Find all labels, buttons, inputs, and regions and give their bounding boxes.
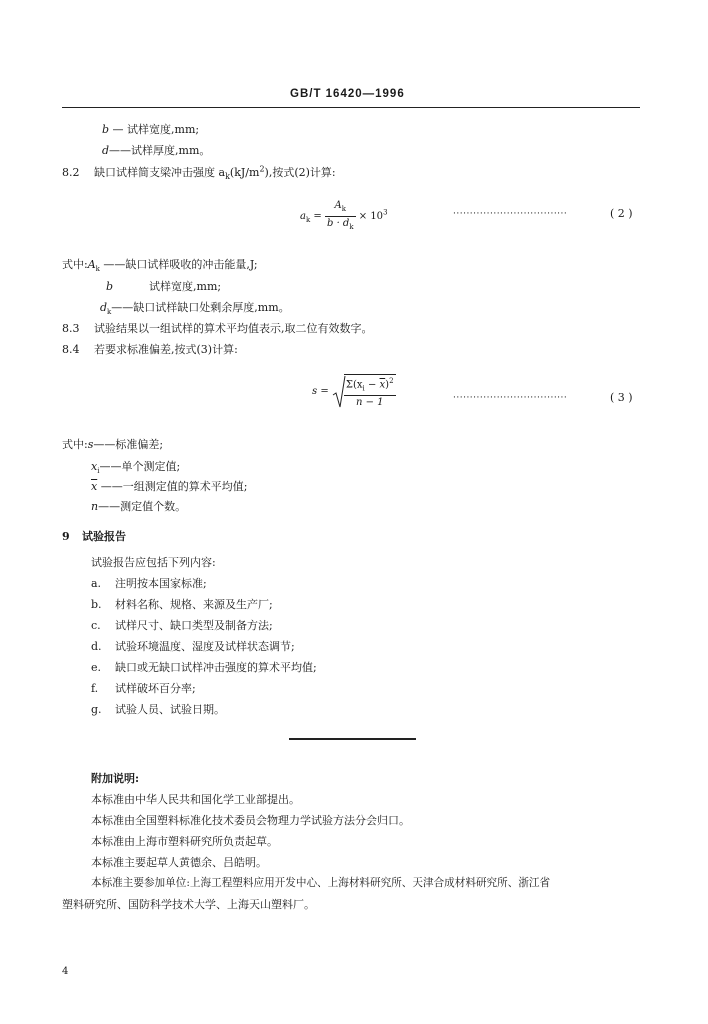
leader-dots-2: ·································· (453, 209, 568, 219)
def-b: b — 试样宽度,mm; (102, 123, 200, 136)
where-2-line-2: b ——试样宽度,mm; (106, 280, 222, 293)
def-d: d——试样厚度,mm。 (102, 144, 211, 157)
fraction: $\frac{\Sigma(x_i - \overline{x})^2}{n - 1}$ (344, 374, 396, 409)
equation-tag-2: ( 2 ) (610, 207, 633, 220)
where-2-line-3: $d_k——$缺口试样缺口处剩余厚度,mm。 (100, 301, 290, 317)
notes-title: 附加说明: (91, 772, 140, 785)
where-3-line-1: 式中:s——标准偏差; (62, 438, 164, 451)
page-number: 4 (62, 966, 69, 977)
report-item-e: e. 缺口或无缺口试样冲击强度的算术平均值; (91, 661, 317, 674)
equation-tag-3: ( 3 ) (610, 391, 633, 404)
notes-line-2: 本标准由全国塑料标准化技术委员会物理力学试验方法分会归口。 (91, 814, 410, 827)
section-8-4: 8.4 若要求标准偏差,按式(3)计算: (62, 343, 238, 356)
where-2-line-1: 式中$:A_k$ ——缺口试样吸收的冲击能量,J; (62, 258, 258, 274)
standard-code-header: GB/T 16420—1996 (290, 88, 405, 100)
section-number: 8.2 (62, 166, 80, 179)
fraction: $\frac{A_k}{b \cdot d_k}$ (326, 200, 354, 231)
section-9-heading: 9 试验报告 (62, 530, 126, 543)
report-item-f: f. 试样破坏百分率; (91, 682, 196, 695)
end-rule (289, 738, 416, 740)
equation-3: s = $\frac{\Sigma(x_i - \overline{x})^2}{n - 1}$ (312, 374, 396, 409)
notes-line-4: 本标准主要起草人黄德余、吕皓明。 (91, 856, 267, 869)
report-item-a: a. 注明按本国家标准; (91, 577, 207, 590)
leader-dots-3: ·································· (453, 393, 568, 403)
report-item-g: g. 试验人员、试验日期。 (91, 703, 225, 716)
section-8-2: 8.2 缺口试样简支梁冲击强度 $a_k(kJ/m^2)$,按式(2)计算: (62, 164, 336, 182)
where-3-line-4: n——测定值个数。 (91, 500, 187, 513)
where-3-line-3: $\overline{x}$ ——一组测定值的算术平均值; (91, 480, 248, 493)
equation-2: $a_k$ = $\frac{A_k}{b \cdot d_k}$ × $10^3$ (300, 199, 388, 234)
section-9-intro: 试验报告应包括下列内容: (91, 556, 216, 569)
section-8-3: 8.3 试验结果以一组试样的算术平均值表示,取二位有效数字。 (62, 322, 373, 335)
notes-line-1: 本标准由中华人民共和国化学工业部提出。 (91, 793, 300, 806)
report-item-b: b. 材料名称、规格、来源及生产厂; (91, 598, 273, 611)
notes-line-3: 本标准由上海市塑料研究所负责起草。 (91, 835, 278, 848)
notes-line-6: 塑料研究所、国防科学技术大学、上海天山塑料厂。 (62, 898, 315, 911)
notes-line-5: 本标准主要参加单位:上海工程塑料应用开发中心、上海材料研究所、天津合成材料研究所、浙江省 (91, 877, 551, 889)
report-item-d: d. 试验环境温度、湿度及试样状态调节; (91, 640, 295, 653)
where-3-line-2: $x_i——$单个测定值; (91, 460, 181, 476)
report-item-c: c. 试样尺寸、缺口类型及制备方法; (91, 619, 273, 632)
header-rule (62, 107, 640, 108)
